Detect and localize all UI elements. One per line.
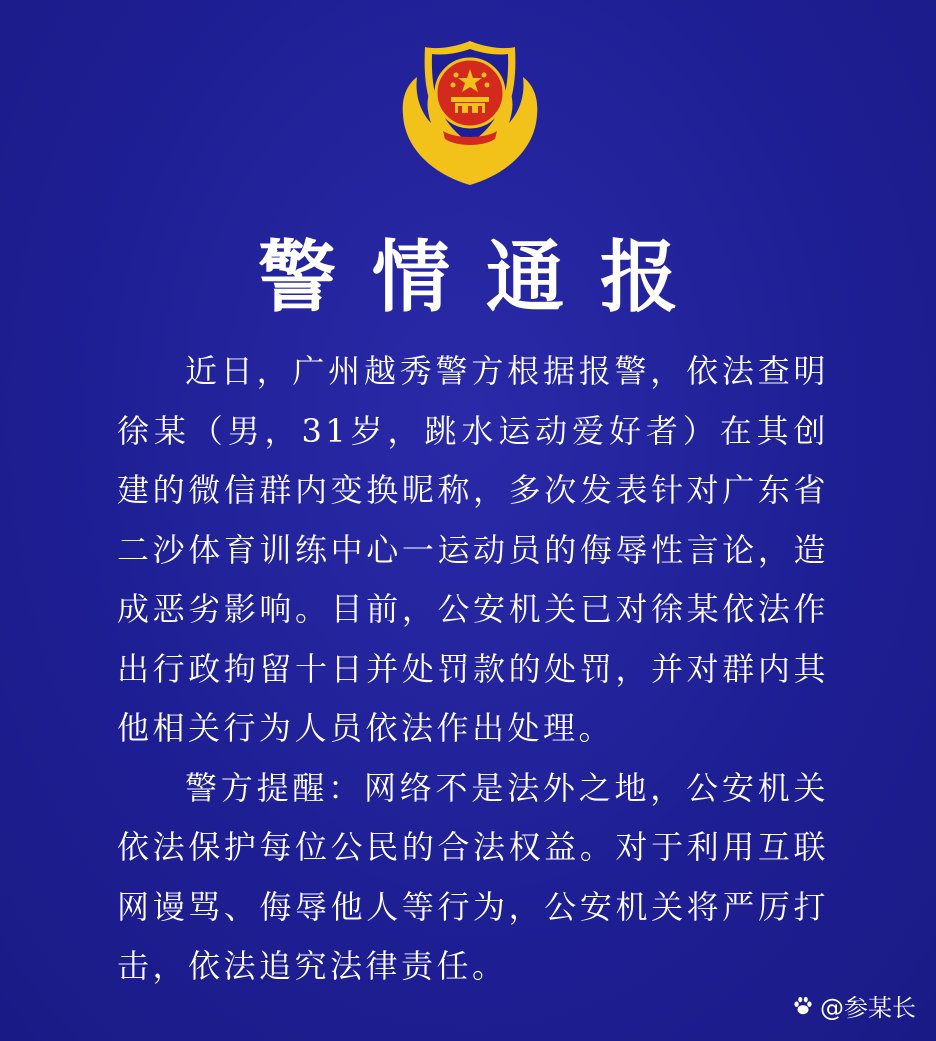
police-badge-icon xyxy=(395,35,545,190)
notice-body xyxy=(117,342,829,997)
paw-icon xyxy=(792,995,814,1017)
notice-title: 警情通报 xyxy=(257,232,714,323)
watermark-text: @参某长 xyxy=(820,994,916,1022)
watermark xyxy=(792,988,916,1023)
notice-paragraph: 近日，广州越秀警方根据报警，依法查明徐某（男，31岁，跳水运动爱好者）在其创建的微信群内变换昵称，多次发表针对广东省二沙体育训练中心一运动员的侮辱性言论，造成恶劣影响。目前，公安机关已对徐某依法作出行政拘留十日并处罚款的处罚，并对群内其他相关行为人员依法作出处理。 xyxy=(117,352,829,747)
notice-paragraph: 警方提醒：网络不是法外之地，公安机关依法保护每位公民的合法权益。对于利用互联网谩骂、侮辱他人等行为，公安机关将严厉打击，依法追究法律责任。 xyxy=(117,768,829,985)
